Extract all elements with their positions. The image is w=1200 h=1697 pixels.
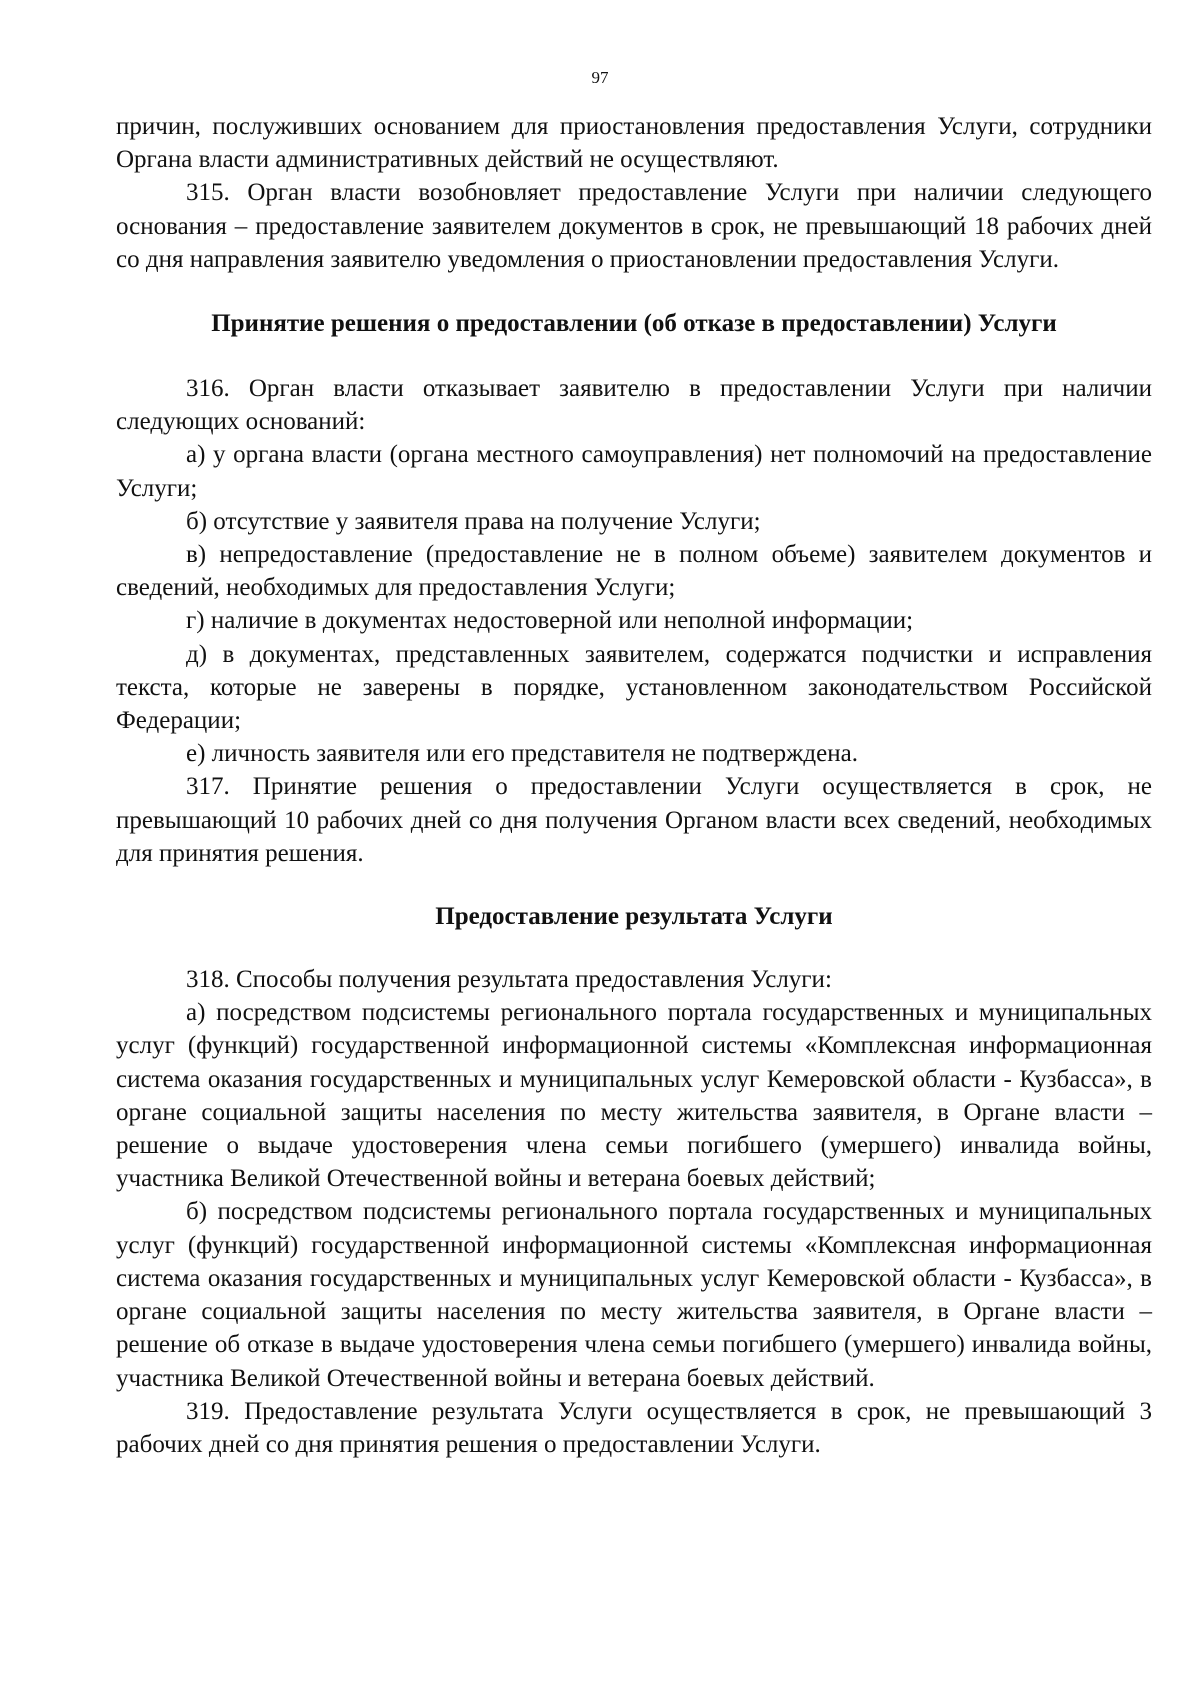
paragraph-318: 318. Способы получения результата предоставления Услуги: — [186, 966, 832, 994]
paragraph-317: 317. Принятие решения о предоставлении Услуги осуществляется в срок, не превышающий 10 рабочих дней со дня получения Органом власти всех сведений, необходимых для принятия решения. — [116, 773, 1152, 867]
document-body — [116, 110, 1152, 1461]
section-heading-result: Предоставление результата Услуги — [435, 903, 833, 931]
page-number: 97 — [591, 68, 609, 87]
paragraph-316: 316. Орган власти отказывает заявителю в предоставлении Услуги при наличии следующих оснований: — [116, 375, 1152, 436]
list-item-b: б) отсутствие у заявителя права на получение Услуги; — [186, 507, 761, 535]
paragraph-315: 315. Орган власти возобновляет предоставление Услуги при наличии следующего основания – предоставление заявителем документов в срок, не превышающий 18 рабочих дней со дня направления заявителю уведомления о приостановлении предоставления Услуги. — [116, 179, 1152, 273]
list-item-318-b: б) посредством подсистемы регионального портала государственных и муниципальных услуг (функций) государственной информационной системы «Комплексная информационная система оказания государственных и муниципальных услуг Кемеровской области - Кузбасса», в органе социальной защиты населения по месту жительства заявителя, в Органе власти – решение об отказе в выдаче удостоверения члена семьи погибшего (умершего) инвалида войны, участника Великой Отечественной войны и ветерана боевых действий. — [116, 1198, 1152, 1392]
list-item-a: а) у органа власти (органа местного самоуправления) нет полномочий на предоставление Услуги; — [116, 441, 1152, 502]
paragraph-319: 319. Предоставление результата Услуги осуществляется в срок, не превышающий 3 рабочих дней со дня принятия решения о предоставлении Услуги. — [116, 1397, 1152, 1458]
list-item-g: г) наличие в документах недостоверной или неполной информации; — [186, 607, 914, 635]
paragraph-continuation: причин, послуживших основанием для приостановления предоставления Услуги, сотрудники Органа власти административных действий не осуществляют. — [116, 113, 1152, 174]
list-item-d: д) в документах, представленных заявителем, содержатся подчистки и исправления текста, которые не заверены в порядке, установленном законодательством Российской Федерации; — [116, 640, 1152, 735]
list-item-318-a: а) посредством подсистемы регионального портала государственных и муниципальных услуг (функций) государственной информационной системы «Комплексная информационная система оказания государственных и муниципальных услуг Кемеровской области - Кузбасса», в органе социальной защиты населения по месту жительства заявителя, в Органе власти – решение о выдаче удостоверения члена семьи погибшего (умершего) инвалида войны, участника Великой Отечественной войны и ветерана боевых действий; — [116, 999, 1152, 1193]
list-item-v: в) непредоставление (предоставление не в полном объеме) заявителем документов и сведений, необходимых для предоставления Услуги; — [116, 541, 1152, 602]
section-heading-decision: Принятие решения о предоставлении (об отказе в предоставлении) Услуги — [211, 310, 1057, 338]
list-item-e: е) личность заявителя или его представителя не подтверждена. — [186, 740, 858, 768]
